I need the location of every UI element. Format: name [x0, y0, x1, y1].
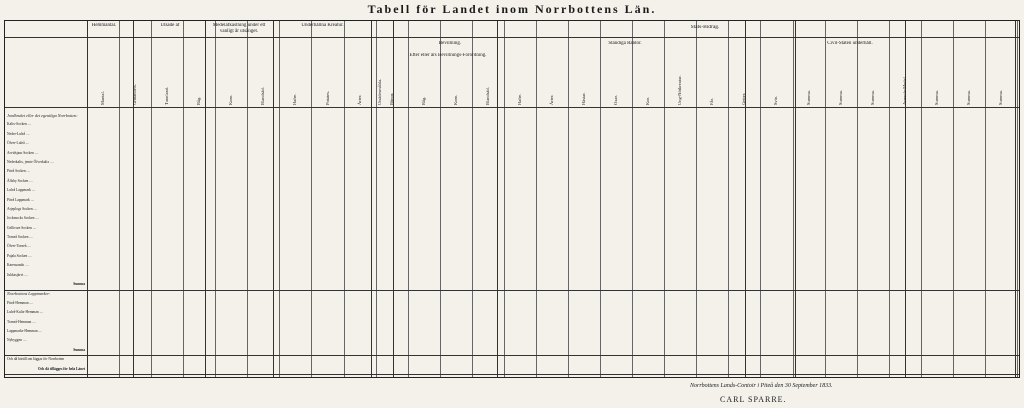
row-label: Piteå Socken .... — [7, 169, 31, 174]
sum-row-label: Summa — [73, 282, 85, 287]
page-title: Tabell för Landet inom Norrbottens Län. — [367, 2, 657, 16]
column-rule — [1017, 21, 1018, 377]
footer-signature: CARL SPARRE. — [720, 395, 787, 404]
column-header: Svin. — [773, 95, 779, 105]
column-header: Hafre. — [516, 93, 522, 105]
row-labels — [7, 111, 85, 374]
row-label: Kalix-Socken .... — [7, 122, 32, 127]
column-header: Ung-Nötkreatur. — [677, 75, 683, 105]
column-header: Oxar. — [613, 95, 619, 105]
row-label: Karesuando .... — [7, 263, 29, 268]
row-label: Nederkalix, jemte Öfverkalix .... — [7, 159, 54, 164]
header-bevillning: Bevillning. — [438, 41, 462, 46]
header-rule — [5, 37, 1019, 38]
row-label: Neder-Luleå .... — [7, 131, 30, 136]
row-label: Jockmocks Socken .... — [7, 216, 39, 221]
column-header: Getter. — [741, 92, 747, 105]
column-header: Hafre. — [292, 93, 298, 105]
column-header: Summa. — [869, 90, 875, 105]
row-label: Piteå Lappmark .... — [7, 197, 35, 202]
row-label: Lappmarks-Hemman .... — [7, 328, 43, 333]
column-header: Summa. — [965, 90, 971, 105]
column-header: Korn. — [452, 94, 458, 105]
column-header: Summa. — [997, 90, 1003, 105]
header-utsade: Utsäde af — [160, 23, 180, 28]
row-label: Luleå Lappmark .... — [7, 188, 36, 193]
header-staende-rantor: Ständiga Räntor. — [608, 41, 642, 46]
column-header: Råg. — [420, 96, 426, 105]
row-label: Arjeplogs Socken .... — [7, 206, 38, 211]
row-label: Luleå-Kalix-Hemman .... — [7, 310, 44, 315]
column-header: Bönor. — [388, 92, 394, 105]
column-header: Arrende-Medel. — [901, 76, 907, 105]
column-header: Mantal. — [100, 91, 106, 105]
header-utsadesmalda: Utsädesmålda. — [377, 78, 382, 105]
header-rule — [5, 107, 1019, 108]
column-header: Summa. — [837, 90, 843, 105]
column-header: Summa. — [933, 90, 939, 105]
statistics-table — [4, 20, 1020, 378]
header-medelafkastning: Medelafkastning under ett vanligt år utsänget. — [212, 23, 266, 34]
footer-place: Norrbottens Lands-Contoir i Piteå den 30 September 1833. — [690, 383, 833, 389]
row-label: Öfver-Torneå .... — [7, 244, 31, 249]
row-label: Torneå-Hemman .... — [7, 319, 36, 324]
column-header: Ärter. — [356, 94, 362, 105]
sum-row-label: Summa — [73, 347, 85, 352]
data-grid — [87, 111, 1017, 375]
header-civil-staten: Civil-Staten underhåll. — [827, 41, 873, 46]
row-label: Nybyggen .... — [7, 338, 27, 343]
column-header: Blandsäd. — [260, 87, 266, 105]
column-header: Tunnland. — [164, 86, 170, 105]
column-header: Råg. — [196, 96, 202, 105]
row-label: Torneå Socken .... — [7, 235, 33, 240]
row-label: Pajala Socken .... — [7, 253, 32, 258]
column-header: Kor. — [645, 97, 651, 105]
section-label: Norrbottens Lappmarker: — [7, 291, 51, 297]
header-hemmantal: Hemmantal. — [91, 23, 117, 28]
row-label: Och då härtill om läggas för Norrbotten — [7, 357, 65, 362]
row-label: Gellivare Socken .... — [7, 225, 37, 230]
column-header: Ärter. — [549, 94, 554, 105]
column-header: Summa. — [805, 90, 811, 105]
header-efter-bevillnings: Efter eller års Bevillnings-Förordning. — [409, 53, 487, 58]
row-label: Arvidsjaur Socken .... — [7, 150, 39, 155]
column-header: Hästar. — [581, 92, 587, 105]
column-header: Blandsäd. — [484, 87, 490, 105]
row-label: Älfsby Socken .... — [7, 178, 33, 183]
row-label: Jukkasjärvi .... — [7, 272, 28, 277]
column-header: Korn. — [228, 94, 234, 105]
header-stats-bidrag: Stats-Bidrag. — [690, 25, 720, 30]
column-header: Får. — [709, 98, 715, 105]
section-label: Jordbruket eller det egentliga Norrbotten: — [7, 113, 78, 118]
column-header: Potates. — [324, 90, 330, 105]
header-underhallna: Underhållna Kreatur. — [301, 23, 344, 28]
row-label: Piteå-Hemman .... — [7, 300, 34, 305]
row-label: Öfver-Luleå .... — [7, 141, 30, 146]
sum-row-label: Och då tillägges för hela Länet — [37, 366, 85, 371]
column-header: Grötandels. — [132, 84, 138, 105]
